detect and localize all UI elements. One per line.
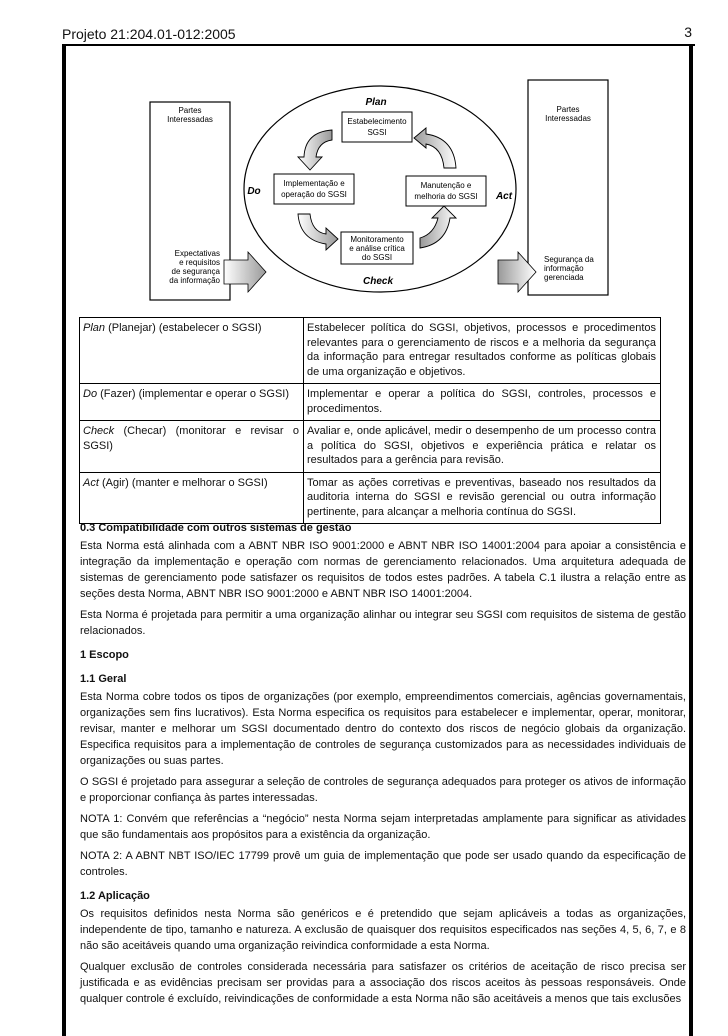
term-italic: Check <box>83 425 115 437</box>
check-label: Check <box>362 276 394 287</box>
term-rest: (Fazer) (implementar e operar o SGSI) <box>97 388 290 400</box>
section-0-3-title: 0.3 Compatibilidade com outros sistemas de gestão <box>80 522 352 534</box>
pdca-diagram <box>120 72 610 302</box>
note-2: NOTA 2: A ABNT NBT ISO/IEC 17799 provê um guia de implementação que pode ser usado quando da especificação de controles. <box>80 850 686 878</box>
establish-text-2: SGSI <box>367 128 387 137</box>
note-1: NOTA 1: Convém que referências a “negócio” nesta Norma sejam interpretadas amplamente para significar as atividades que são fundamentais aos propósitos para a existência da organização. <box>80 813 686 841</box>
table-cell-term <box>80 384 304 421</box>
right-box-title-2: Interessadas <box>545 114 591 123</box>
table-cell-term <box>80 472 304 524</box>
right-box-bottom-2: informação <box>544 264 584 273</box>
right-box-bottom-1: Segurança da <box>544 255 594 264</box>
maintain-text-1: Manutenção e <box>420 181 472 190</box>
section-1-1-paragraph: Esta Norma cobre todos os tipos de organizações (por exemplo, empreendimentos comerciais, agências governamentais, organizações sem fins lucrativos). Esta Norma especifica os requisitos para estabelecer e implementar, operar, monitorar, revisar, manter e melhorar um SGSI documentado dentro do contexto dos riscos de negócio globais da organização. Especifica requisitos para a implementação de controles de segurança customizados para as necessidades individuais de organizações ou suas partes. <box>80 691 686 767</box>
implement-text-1: Implementação e <box>283 179 345 188</box>
plan-label: Plan <box>365 97 387 108</box>
pdca-table <box>79 317 661 524</box>
section-1-2-paragraph: Qualquer exclusão de controles considerada necessária para satisfazer os critérios de aceitação de risco precisa ser justificada e as evidências precisam ser providas para a associação dos riscos aceitos às pessoas responsáveis. Onde qualquer controle é excluído, reivindicações de conformidade a esta Norma não são aceitáveis a menos que tais exclusões <box>80 961 686 1005</box>
term-italic: Do <box>83 388 98 400</box>
monitor-text-3: do SGSI <box>361 253 393 262</box>
act-label: Act <box>495 191 513 202</box>
left-box-bottom-2: e requisitos <box>179 258 220 267</box>
establish-text-1: Estabelecimento <box>347 117 407 126</box>
table-cell-term <box>80 318 304 384</box>
left-box-title-2: Interessadas <box>167 115 213 124</box>
table-row <box>80 318 661 384</box>
section-1-title: 1 Escopo <box>80 649 129 661</box>
body-content <box>80 520 686 1012</box>
section-1-2-paragraph: Os requisitos definidos nesta Norma são genéricos e é pretendido que sejam aplicáveis a todas as organizações, independente de tipo, tamanho e natureza. A exclusão de quaisquer dos requisitos especificados nas seções 4, 5, 6, 7, e 8 não são aceitáveis quando uma organização reivindica conformidade a esta Norma. <box>80 908 686 952</box>
section-1-2-title: 1.2 Aplicação <box>80 890 150 902</box>
term-italic: Act <box>83 476 99 489</box>
right-box-bottom-3: gerenciada <box>544 273 584 282</box>
implement-text-2: operação do SGSI <box>281 190 347 199</box>
term-rest: (Planejar) (estabelecer o SGSI) <box>105 322 262 334</box>
table-row <box>80 472 661 524</box>
table-cell-term <box>80 421 304 473</box>
left-box-bottom-3: de segurança <box>171 267 220 276</box>
right-box-title-1: Partes <box>556 105 580 114</box>
monitor-text-1: Monitoramento <box>350 235 404 244</box>
term-italic: Plan <box>83 322 106 334</box>
do-label: Do <box>247 186 261 197</box>
section-1-1-title: 1.1 Geral <box>80 673 127 685</box>
section-1-1-paragraph: O SGSI é projetado para assegurar a seleção de controles de segurança adequados para proteger os ativos de informação e proporcionar confiança às partes interessadas. <box>80 776 686 804</box>
term-rest: (Checar) (monitorar e revisar o SGSI) <box>83 425 299 452</box>
section-0-3-paragraph: Esta Norma está alinhada com a ABNT NBR ISO 9001:2000 e ABNT NBR ISO 14001:2004 para apoiar a consistência e integração da implementação e operação com normas de gerenciamento relacionados. Uma arquitetura adequada de sistemas de gerenciamento pode satisfazer os requisitos de todos estes padrões. A tabela C.1 ilustra a relação entre as seções desta Norma, ABNT NBR ISO 9001:2000 e ABNT NBR ISO 14001:2004. <box>80 540 686 600</box>
table-cell-desc: Tomar as ações corretivas e preventivas, baseado nos resultados da auditoria interna do SGSI e revisão gerencial ou outra informação pertinente, para alcançar a melhoria contínua do SGSI. <box>304 472 661 524</box>
table-row <box>80 384 661 421</box>
section-0-3-paragraph: Esta Norma é projetada para permitir a uma organização alinhar ou integrar seu SGSI com requisitos de sistema de gestão relacionados. <box>80 609 686 637</box>
left-box-bottom-1: Expectativas <box>174 249 220 258</box>
left-box-title-1: Partes <box>178 106 202 115</box>
header-project: Projeto 21:204.01-012:2005 <box>62 26 236 42</box>
left-box-bottom-4: da informação <box>169 276 220 285</box>
table-row <box>80 421 661 473</box>
table-cell-desc: Avaliar e, onde aplicável, medir o desempenho de um processo contra a política do SGSI, objetivos e experiência prática e relatar os resultados para a gerência para revisão. <box>304 421 661 473</box>
monitor-text-2: e análise crítica <box>349 244 405 253</box>
page-number: 3 <box>684 24 692 40</box>
term-rest: (Agir) (manter e melhorar o SGSI) <box>98 476 268 489</box>
table-cell-desc: Implementar e operar a política do SGSI, controles, processos e procedimentos. <box>304 384 661 421</box>
table-cell-desc: Estabelecer política do SGSI, objetivos, processos e procedimentos relevantes para o gerenciamento de riscos e a melhoria da segurança da informação para entregar resultados conforme as políticas globais de uma organização e objetivos. <box>304 318 661 384</box>
maintain-text-2: melhoria do SGSI <box>414 192 478 201</box>
